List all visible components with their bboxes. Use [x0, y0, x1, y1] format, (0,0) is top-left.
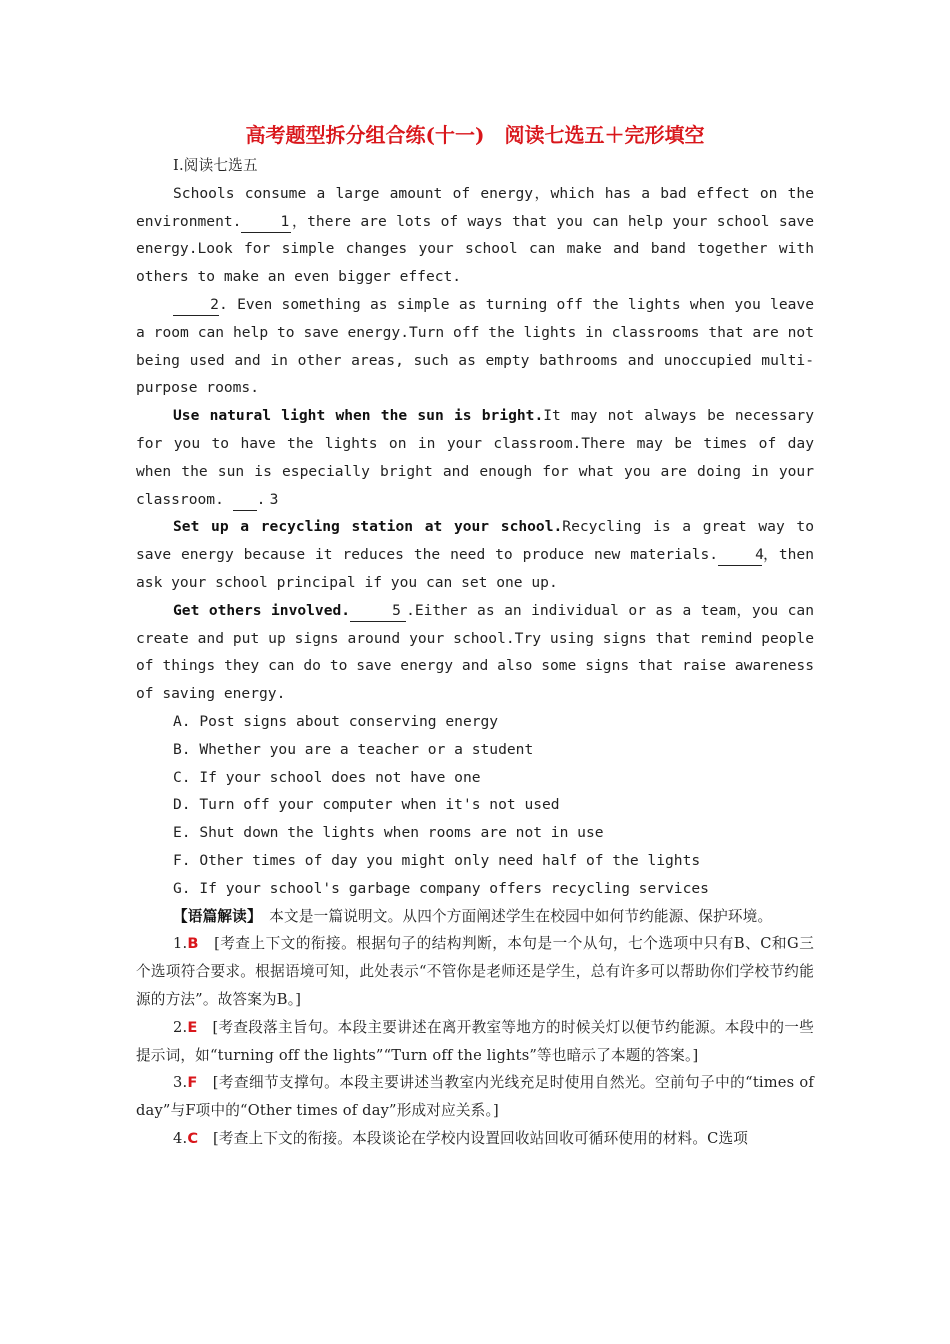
answer-2-num: 2.: [173, 1018, 188, 1036]
blank-4: 4: [718, 545, 762, 566]
section-label: Ⅰ.阅读七选五: [173, 157, 258, 174]
blank-5: 5: [350, 601, 406, 622]
passage-paragraph-3: [136, 402, 814, 513]
answer-3-text: [考查细节支撑句。本段主要讲述当教室内光线充足时使用自然光。空前句子中的“times of day”与F项中的“Other times of day”形成对应关系。]: [136, 1074, 814, 1120]
analysis-label: 【语篇解读】: [173, 907, 255, 925]
option-f: F. Other times of day you might only need half of the lights: [173, 851, 701, 869]
p4-end: ，then ask your school principal if you can set one up.: [136, 546, 814, 591]
p3-end: .: [256, 490, 266, 508]
p2-rest: . Even something as simple as turning off the lights when you leave a room can help to save energy.Turn off the lights in classrooms that are not being used and in other areas, such as empty bathrooms and unoccupied multi-purpose rooms.: [136, 295, 814, 397]
answer-4: [136, 1125, 814, 1153]
answer-2-text: [考查段落主旨句。本段主要讲述在离开教室等地方的时候关灯以便节约能源。本段中的一些提示词，如“turning off the lights”“Turn off the lights”等也暗示了本题的答案。]: [136, 1018, 814, 1064]
analysis-text: 本文是一篇说明文。从四个方面阐述学生在校园中如何节约能源、保护环境。: [254, 907, 773, 925]
option-e: E. Shut down the lights when rooms are not in use: [173, 824, 604, 842]
answer-4-letter: C: [187, 1129, 199, 1147]
blank-3: 3: [233, 490, 257, 511]
answer-2: [136, 1014, 814, 1070]
p5-rest: .Either as an individual or as a team，you can create and put up signs around your school.Try using signs that remind people of things they can do to save energy and also some signs that raise awareness of saving energy.: [136, 601, 814, 703]
blank-1: 1: [241, 212, 291, 233]
option-c: C. If your school does not have one: [173, 768, 481, 786]
option-d: D. Turn off your computer when it's not used: [173, 796, 560, 814]
answer-4-text: [考查上下文的衔接。本段谈论在学校内设置回收站回收可循环使用的材料。C选项: [198, 1129, 749, 1147]
answer-1-num: 1.: [173, 935, 188, 953]
p1-text: Schools consume a large amount of energy，which has a bad effect on the environment.: [136, 184, 814, 230]
answer-3: [136, 1069, 814, 1125]
p3-heading: Use natural light when the sun is bright.: [173, 407, 544, 425]
answer-1: [136, 930, 814, 1013]
analysis-paragraph: [136, 903, 814, 931]
answer-2-letter: E: [187, 1018, 198, 1036]
p4-rest: Recycling is a great way to save energy because it reduces the need to produce new materials.: [136, 518, 814, 564]
blank-2: 2: [173, 295, 219, 316]
p3-rest: It may not always be necessary for you to have the lights on in your classroom.There may be times of day when the sun is especially bright and enough for what you are doing in your classroom.: [136, 407, 815, 508]
answer-3-num: 3.: [173, 1074, 188, 1092]
p4-heading: Set up a recycling station at your school.: [173, 518, 563, 536]
option-b: B. Whether you are a teacher or a student: [173, 740, 534, 758]
passage-paragraph-5: [136, 597, 814, 708]
option-g: G. If your school's garbage company offers recycling services: [173, 879, 709, 897]
document-page: [136, 118, 814, 1153]
option-a: A. Post signs about conserving energy: [173, 712, 499, 730]
passage-paragraph-1: [136, 180, 814, 291]
p1-rest: ，there are lots of ways that you can help your school save energy.Look for simple changes your school can make and band together with others to make an even bigger effect.: [136, 212, 814, 286]
answer-1-letter: B: [187, 935, 199, 953]
passage-paragraph-4: [136, 513, 814, 596]
answer-4-num: 4.: [173, 1129, 188, 1147]
passage-paragraph-2: [136, 291, 814, 402]
document-title: 高考题型拆分组合练(十一) 阅读七选五＋完形填空: [245, 123, 705, 147]
answer-1-text: [考查上下文的衔接。根据句子的结构判断，本句是一个从句，七个选项中只有B、C和G三个选项符合要求。根据语境可知，此处表示“不管你是老师还是学生，总有许多可以帮助你们学校节约能源的方法”。故答案为B。]: [136, 935, 814, 1008]
answer-3-letter: F: [187, 1074, 198, 1092]
p5-heading: Get others involved.: [173, 601, 351, 619]
